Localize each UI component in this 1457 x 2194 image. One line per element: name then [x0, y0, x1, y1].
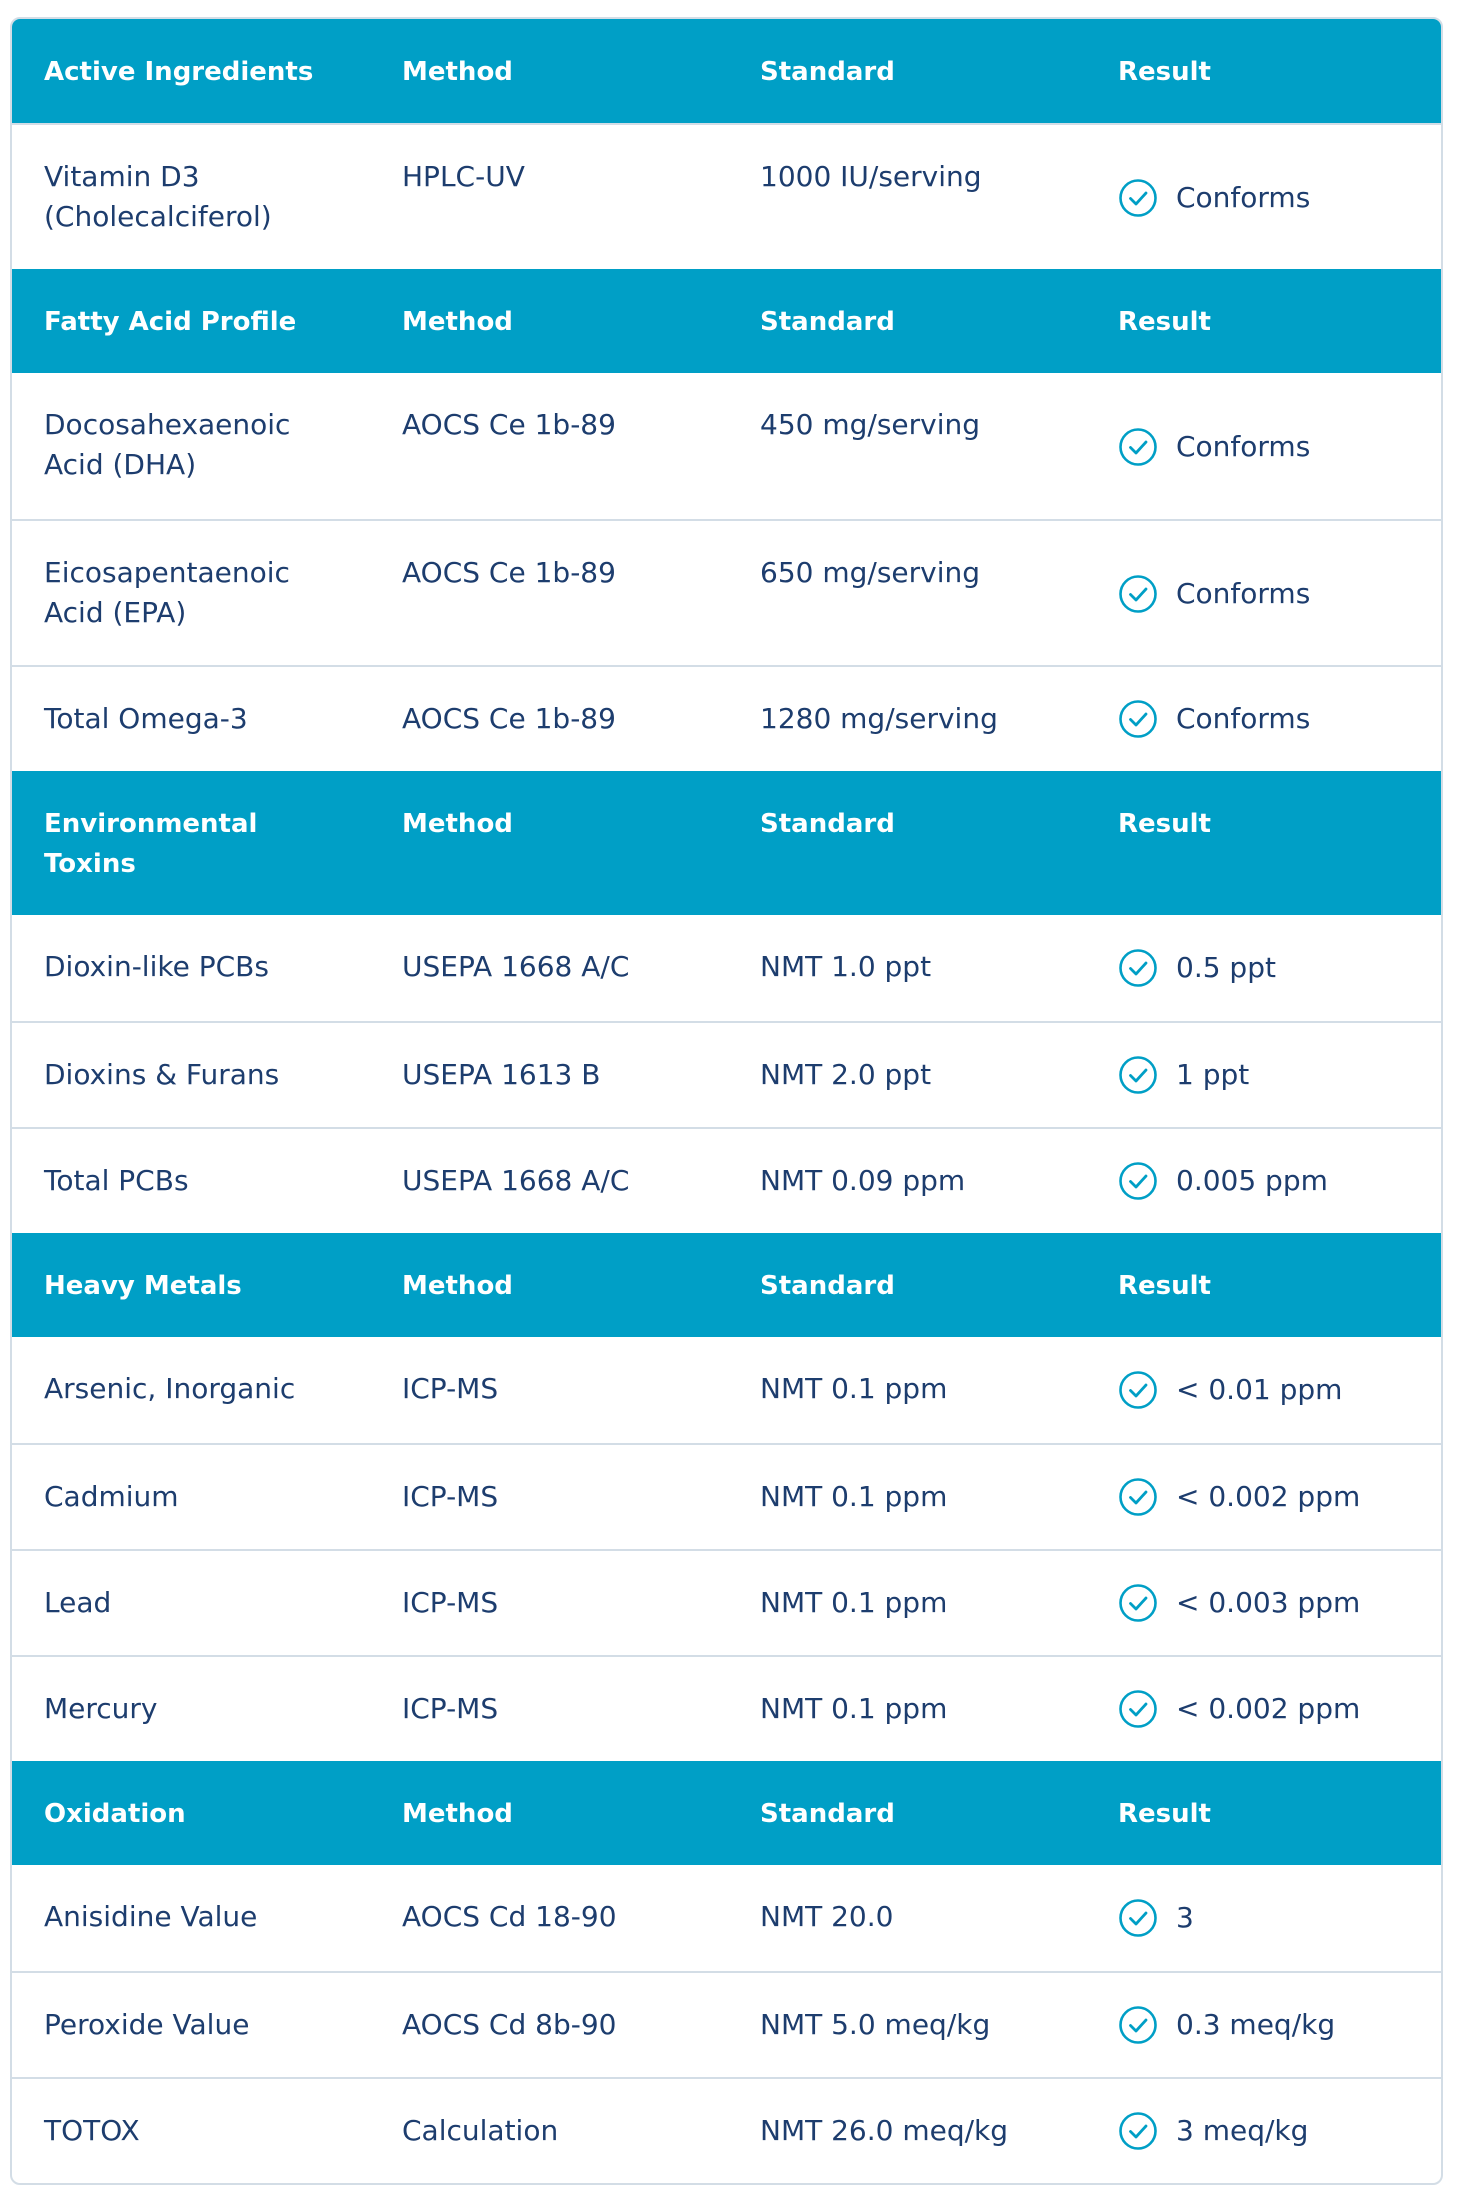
check-circle-icon [1118, 948, 1158, 988]
analyte-name: Cadmium [44, 1480, 179, 1513]
table-row [12, 2077, 1441, 2183]
analyte-name: Dioxins & Furans [44, 1058, 280, 1091]
result-cell [1086, 1865, 1441, 1971]
method-value: AOCS Cd 8b-90 [402, 2008, 617, 2041]
check-circle-icon [1118, 1161, 1158, 1201]
result-value: Conforms [1176, 430, 1311, 463]
check-circle-icon [1118, 1370, 1158, 1410]
certificate-of-analysis-table [10, 17, 1443, 2185]
result-cell [1086, 1551, 1441, 1655]
section-title: Heavy Metals [44, 1271, 242, 1301]
check-circle-icon [1118, 1583, 1158, 1623]
result-value: < 0.002 ppm [1176, 1692, 1361, 1725]
check-circle-icon [1118, 2111, 1158, 2151]
result-value: 0.3 meq/kg [1176, 2008, 1336, 2041]
standard-value: NMT 26.0 meq/kg [760, 2114, 1009, 2147]
check-circle-icon [1118, 574, 1158, 614]
table-row [12, 1865, 1441, 1971]
result-header: Result [1118, 1271, 1211, 1301]
table-row [12, 1127, 1441, 1233]
standard-value: NMT 5.0 meq/kg [760, 2008, 991, 2041]
analyte-name: Total Omega-3 [44, 702, 248, 735]
section-header-fatty-acid-profile [12, 269, 1441, 373]
method-value: AOCS Cd 18-90 [402, 1900, 617, 1933]
check-circle-icon [1118, 1689, 1158, 1729]
method-value: ICP-MS [402, 1586, 499, 1619]
result-cell [1086, 667, 1441, 771]
result-value: Conforms [1176, 181, 1311, 214]
analyte-name: Anisidine Value [44, 1900, 258, 1933]
table-row [12, 519, 1441, 665]
table-row [12, 1443, 1441, 1549]
analyte-name: Mercury [44, 1692, 158, 1725]
result-header: Result [1118, 57, 1211, 87]
result-header: Result [1118, 809, 1211, 839]
result-value: 3 [1176, 1901, 1194, 1934]
analyte-name: Docosahexaenoic Acid (DHA) [44, 408, 291, 481]
analyte-name: TOTOX [44, 2114, 140, 2147]
method-value: HPLC-UV [402, 160, 525, 193]
result-value: Conforms [1176, 702, 1311, 735]
table-row [12, 1021, 1441, 1127]
check-circle-icon [1118, 699, 1158, 739]
standard-header: Standard [760, 1799, 895, 1829]
standard-value: NMT 1.0 ppt [760, 950, 932, 983]
standard-value: 1000 IU/serving [760, 160, 982, 193]
standard-header: Standard [760, 57, 895, 87]
check-circle-icon [1118, 2005, 1158, 2045]
method-value: USEPA 1668 A/C [402, 1164, 630, 1197]
result-header: Result [1118, 1799, 1211, 1829]
method-value: AOCS Ce 1b-89 [402, 702, 616, 735]
method-header: Method [402, 809, 513, 839]
method-header: Method [402, 307, 513, 337]
analyte-name: Vitamin D3 (Cholecalciferol) [44, 160, 272, 233]
check-circle-icon [1118, 1055, 1158, 1095]
section-header-active-ingredients [12, 19, 1441, 123]
section-header-oxidation [12, 1761, 1441, 1865]
result-value: < 0.01 ppm [1176, 1373, 1343, 1406]
check-circle-icon [1118, 178, 1158, 218]
result-value: 3 meq/kg [1176, 2114, 1309, 2147]
analyte-name: Dioxin-like PCBs [44, 950, 269, 983]
check-circle-icon [1118, 1898, 1158, 1938]
result-cell [1086, 915, 1441, 1021]
standard-value: NMT 0.1 ppm [760, 1372, 948, 1405]
analyte-name: Arsenic, Inorganic [44, 1372, 296, 1405]
analyte-name: Lead [44, 1586, 112, 1619]
standard-value: NMT 0.1 ppm [760, 1480, 948, 1513]
result-cell [1086, 125, 1441, 269]
result-cell [1086, 1129, 1441, 1233]
method-header: Method [402, 57, 513, 87]
result-value: < 0.003 ppm [1176, 1586, 1361, 1619]
standard-value: NMT 0.09 ppm [760, 1164, 966, 1197]
table-row [12, 665, 1441, 771]
result-header: Result [1118, 307, 1211, 337]
section-header-heavy-metals [12, 1233, 1441, 1337]
method-value: AOCS Ce 1b-89 [402, 408, 616, 441]
analyte-name: Peroxide Value [44, 2008, 250, 2041]
method-header: Method [402, 1799, 513, 1829]
result-cell [1086, 2079, 1441, 2183]
result-value: 0.5 ppt [1176, 951, 1276, 984]
result-cell [1086, 1973, 1441, 2077]
result-value: 0.005 ppm [1176, 1164, 1328, 1197]
standard-header: Standard [760, 809, 895, 839]
method-value: USEPA 1613 B [402, 1058, 601, 1091]
check-circle-icon [1118, 1477, 1158, 1517]
result-value: < 0.002 ppm [1176, 1480, 1361, 1513]
result-cell [1086, 1337, 1441, 1443]
analyte-name: Eicosapentaenoic Acid (EPA) [44, 556, 290, 629]
table-row [12, 1655, 1441, 1761]
standard-value: 650 mg/serving [760, 556, 981, 589]
standard-header: Standard [760, 307, 895, 337]
table-row [12, 1337, 1441, 1443]
analyte-name: Total PCBs [44, 1164, 189, 1197]
method-value: ICP-MS [402, 1480, 499, 1513]
standard-value: NMT 0.1 ppm [760, 1692, 948, 1725]
result-cell [1086, 521, 1441, 665]
standard-value: 450 mg/serving [760, 408, 981, 441]
table-row [12, 123, 1441, 269]
method-value: AOCS Ce 1b-89 [402, 556, 616, 589]
method-header: Method [402, 1271, 513, 1301]
standard-value: NMT 20.0 [760, 1900, 894, 1933]
section-title: Active Ingredients [44, 57, 314, 87]
method-value: Calculation [402, 2114, 559, 2147]
table-row [12, 1971, 1441, 2077]
table-row [12, 373, 1441, 519]
method-value: ICP-MS [402, 1372, 499, 1405]
standard-value: NMT 2.0 ppt [760, 1058, 932, 1091]
standard-header: Standard [760, 1271, 895, 1301]
section-header-environmental-toxins [12, 771, 1441, 915]
section-title: Oxidation [44, 1799, 186, 1829]
result-cell [1086, 1657, 1441, 1761]
result-cell [1086, 1023, 1441, 1127]
result-cell [1086, 1445, 1441, 1549]
table-row [12, 915, 1441, 1021]
result-value: 1 ppt [1176, 1058, 1250, 1091]
method-value: ICP-MS [402, 1692, 499, 1725]
result-value: Conforms [1176, 577, 1311, 610]
standard-value: 1280 mg/serving [760, 702, 998, 735]
result-cell [1086, 373, 1441, 519]
section-title: Fatty Acid Profile [44, 307, 297, 337]
method-value: USEPA 1668 A/C [402, 950, 630, 983]
standard-value: NMT 0.1 ppm [760, 1586, 948, 1619]
table-row [12, 1549, 1441, 1655]
check-circle-icon [1118, 427, 1158, 467]
section-title: Environmental Toxins [44, 809, 258, 879]
